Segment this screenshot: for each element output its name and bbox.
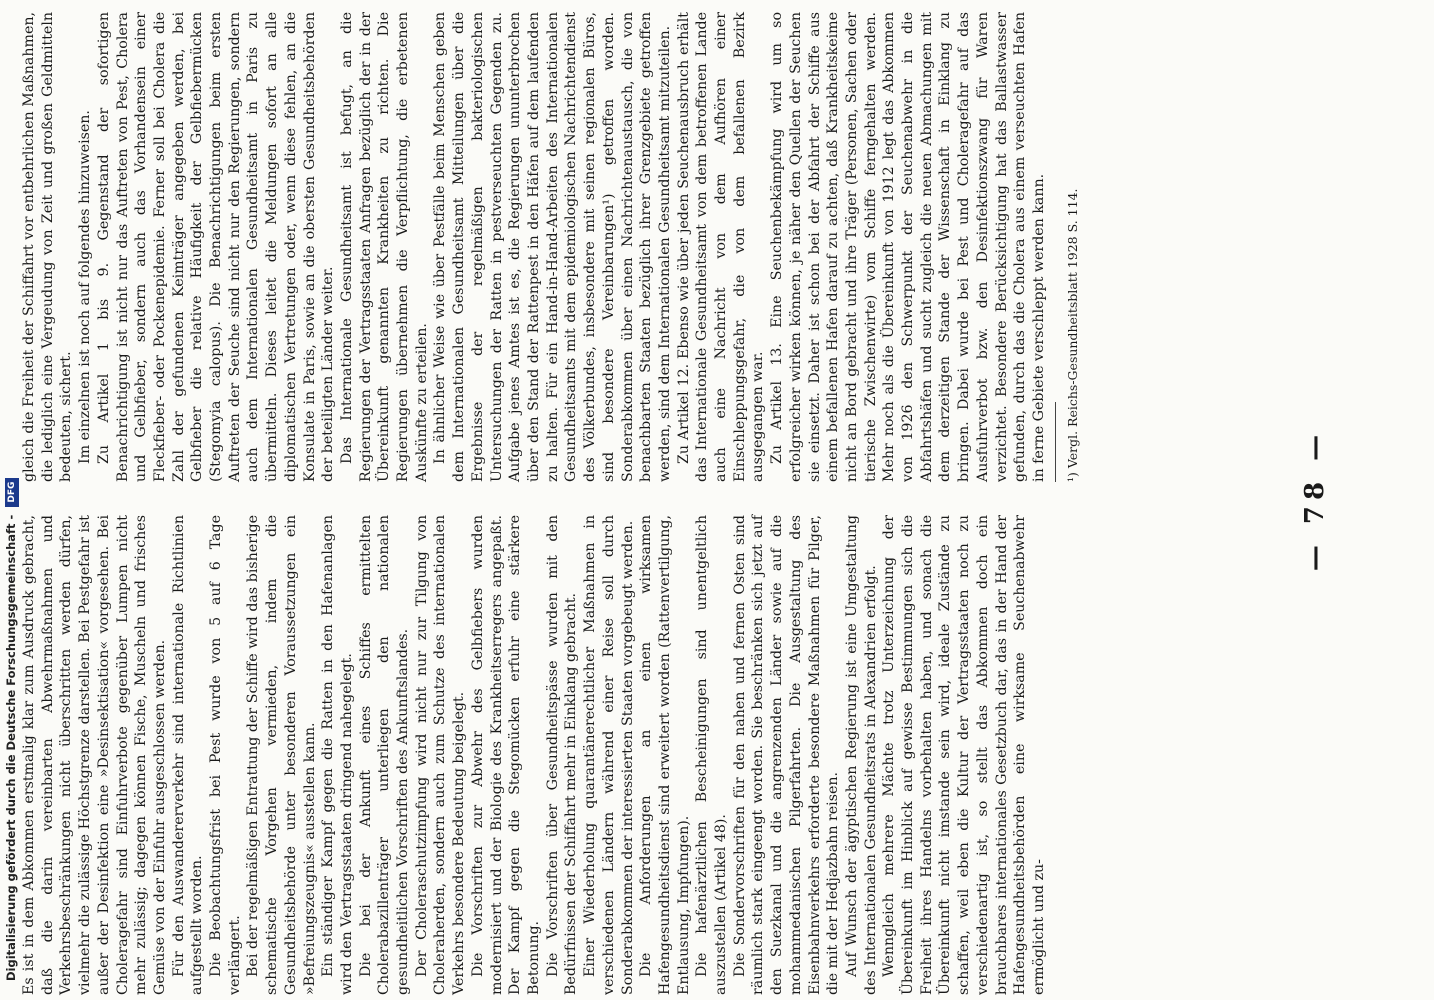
paragraph: Zu Artikel 12. Ebenso wie über jeden Seuchenausbruch erhält das Internationale Gesundheitsamt von dem betroffenen Lande auch eine Nachricht von dem Aufhören einer Einschleppungsgefahr, die von dem befallenen Bezirk ausgegangen war.: [675, 12, 767, 482]
paragraph: Der Choleraschutzimpfung wird nicht nur zur Tilgung von Choleraherden, sondern auch zum Schutze des internationalen Verkehrs besondere Bedeutung beigelegt.: [413, 515, 468, 995]
paragraph: Die Sondervorschriften für den nahen und fernen Osten sind räumlich stark eingeengt worden. Sie beschränken sich jetzt auf den Suezkanal und die angrenzenden Länder sowie auf die mohammedanischen Pilgerfahrten. Die Ausgestaltung des Eisenbahnverkehrs erforderte besondere Maßnahmen für Pilger, die mit der Hedjazbahn reisen.: [731, 515, 842, 995]
paragraph: In ähnlicher Weise wie über Pestfälle beim Menschen geben dem Internationalen Gesundheitsamt Mitteilungen über die Ergebnisse der regelmäßigen bakteriologischen Untersuchungen der Ratten in pestverseuchten Gegenden zu. Aufgabe jenes Amtes ist es, die Regierungen ununterbrochen über den Stand der Rattenpest in den Häfen auf dem laufenden zu halten. Für ein Hand-in-Hand-Arbeiten des Internationalen Gesundheitsamts mit dem epidemiologischen Nachrichtendienst des Völkerbundes, insbesondere mit seinen regionalen Büros, sind besondere Vereinbarungen¹) getroffen worden. Sonderabkommen über einen Nachrichtenaustausch, die von benachbarten Staaten bezüglich ihrer Grenzgebiete getroffen werden, sind dem Internationalen Gesundheitsamt mitzuteilen.: [432, 12, 673, 482]
digitization-sidebar: [0, 0, 30, 1000]
paragraph: Die Anforderungen an einen wirksamen Hafengesundheitsdienst sind erweitert worden (Rattenvertilgung, Entlausung, Impfungen).: [638, 515, 692, 995]
paragraph: Die hafenärztlichen Bescheinigungen sind unentgeltlich auszustellen (Artikel 48).: [694, 515, 730, 995]
paragraph: Es ist in dem Abkommen erstmalig klar zum Ausdruck gebracht, daß die darin vereinbarten Abwehrmaßnahmen und Verkehrsbeschränkungen nicht überschritten werden dürfen, vielmehr die zulässige Höchstgrenze darstellen. Bei Pestgefahr ist außer der Desinfektion eine »Desinsektisation« vorgesehen. Bei Choleragefahr sind Einfuhrverbote gegenüber Lumpen nicht mehr zulässig; dagegen können Fische, Muscheln und frisches Gemüse von der Einfuhr ausgeschlossen werden.: [21, 515, 168, 995]
digitization-credit: [4, 11, 26, 981]
paragraph: Ein ständiger Kampf gegen die Ratten in den Hafenanlagen wird den Vertragsstaaten dringend nahegelegt.: [320, 515, 355, 995]
paragraph: Die bei der Ankunft eines Schiffes ermittelten Cholerabazillenträger unterliegen den nationalen gesundheitlichen Vorschriften des Ankunftslandes.: [357, 515, 412, 995]
paragraph: Auf Wunsch der ägyptischen Regierung ist eine Umgestaltung des Internationalen Gesundheitsrats in Alexandrien erfolgt.: [843, 515, 879, 995]
paragraph: Im einzelnen ist noch auf folgendes hinzuweisen.: [77, 110, 94, 464]
paragraph: Das Internationale Gesundheitsamt ist befugt, an die Regierungen der Vertragsstaaten Anfragen bezüglich der in der Übereinkunft genannten Krankheiten zu richten. Die Regierungen übernehmen die Verpflichtung, die erbetenen Auskünfte zu erteilen.: [338, 12, 430, 482]
paragraph: Für den Auswandererverkehr sind internationale Richtlinien aufgestellt worden.: [170, 515, 206, 995]
paragraph: Die Vorschriften über Gesundheitspässe wurden mit den Bedürfnissen der Schiffahrt mehr in Einklang gebracht.: [544, 515, 580, 995]
right-column: [0, 12, 1290, 482]
footnote: ¹) Vergl. Reichs-Gesundheitsblatt 1928 S. 114.: [1064, 188, 1080, 482]
dfg-logo: DFG: [5, 478, 19, 507]
credit-text: Digitalisierung gefördert durch die Deutsche Forschungsgemeinschaft -: [4, 514, 18, 981]
paragraph: Die Beobachtungsfrist bei Pest wurde von 5 auf 6 Tage verlängert.: [208, 515, 243, 995]
paragraph: Zu Artikel 1 bis 9. Gegenstand der sofortigen Benachrichtigung ist nicht nur das Auftreten von Pest, Cholera und Gelbfieber, sondern auch das Vorhandensein einer Fleckfieber- oder Pockenepidemie. Ferner soll bei Cholera die Zahl der gefundenen Keimträger angegeben werden, bei Gelbfieber die relative Häufigkeit der Gelbfiebermücken (Stegomyia calopus). Die Benachrichtigungen beim ersten Auftreten der Seuche sind nicht nur den Regierungen, sondern auch dem Internationalen Gesundheitsamt in Paris zu übermitteln. Dieses leitet die Meldungen sofort an alle diplomatischen Vertretungen oder, wenn diese fehlen, an die Konsulate in Paris, sowie an die obersten Gesundheitsbehörden der beteiligten Länder weiter.: [95, 12, 337, 482]
paragraph: Einer Wiederholung quarantänerechtlicher Maßnahmen in verschiedenen Ländern während einer Reise soll durch Sonderabkommen der interessierten Staaten vorgebeugt werden.: [582, 515, 636, 995]
footnote-rule: [1055, 402, 1056, 482]
left-column: [0, 515, 1290, 995]
paragraph: Wenngleich mehrere Mächte trotz Unterzeichnung der Übereinkunft im Hinblick auf gewisse Bestimmungen sich die Freiheit ihres Handelns vorbehalten haben, und sonach die Übereinkunft nicht imstande sein wird, ideale Zustände zu schaffen, weil eben die Kultur der Vertragsstaaten noch zu verschiedenartig ist, so stellt das Abkommen doch ein brauchbares internationales Gesetzbuch dar, das in der Hand der Hafengesundheitsbehörden eine wirksame Seuchenabwehr ermöglicht und zu-: [881, 515, 1047, 995]
paragraph: gleich die Freiheit der Schiffahrt vor entbehrlichen Maßnahmen, die lediglich eine Vergeudung von Zeit und großen Geldmitteln bedeuten, sichert.: [21, 12, 75, 482]
paragraph: Zu Artikel 13. Eine Seuchenbekämpfung wird um so erfolgreicher wirken können, je näher den Quellen der Seuchen sie einsetzt. Daher ist schon bei der Abfahrt der Schiffe aus einem befallenen Hafen darauf zu achten, daß Krankheitskeime nicht an Bord gebracht und ihre Träger (Personen, Sachen oder tierische Zwischenwirte) vom Schiffe ferngehalten werden. Mehr noch als die Übereinkunft von 1912 legt das Abkommen von 1926 den Schwerpunkt der Seuchenabwehr in die Abfahrtshäfen und sucht zugleich die neuen Abmachungen mit dem derzeitigen Stande der Wissenschaft in Einklang zu bringen. Dabei wurde bei Pest und Choleragefahr auf das Ausfuhrverbot bzw. den Desinfektionszwang für Waren verzichtet. Besondere Berücksichtigung hat das Ballastwasser gefunden, durch das die Cholera aus einem verseuchten Hafen in ferne Gebiete verschleppt werden kann.: [769, 12, 1047, 482]
paragraph: Bei der regelmäßigen Entrattung der Schiffe wird das bisherige schematische Vorgehen vermieden, indem die Gesundheitsbehörde unter besonderen Voraussetzungen ein »Befreiungszeugnis« ausstellen kann.: [245, 515, 318, 995]
page-number: — 78 —: [1300, 428, 1330, 572]
right-column-body: [20, 12, 1082, 482]
left-column-body: [20, 515, 1049, 995]
paragraph: Die Vorschriften zur Abwehr des Gelbfiebers wurden modernisiert und der Biologie des Krankheitserregers angepaßt. Der Kampf gegen die Stegomücken erfuhr eine stärkere Betonung.: [469, 515, 542, 995]
